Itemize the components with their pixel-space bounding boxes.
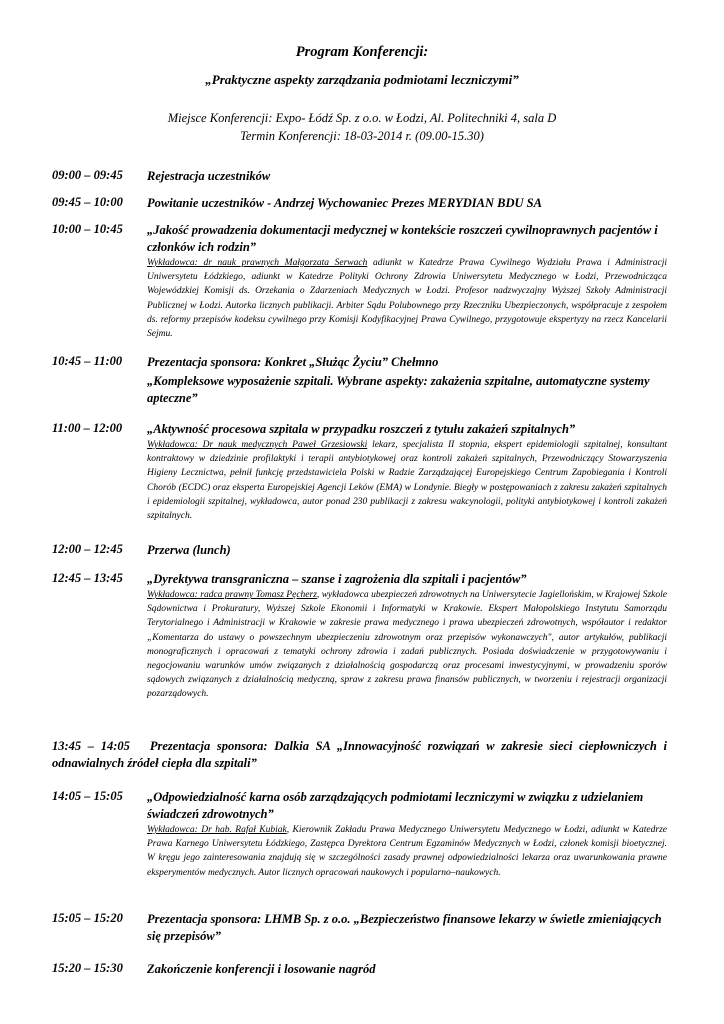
agenda-title: Prezentacja sponsora: Konkret „Służąc Życiu” Chełmno [147, 355, 439, 369]
agenda-title: „Jakość prowadzenia dokumentacji medycznej w kontekście roszczeń cywilnoprawnych pacjentów i członków ich rodzin” [147, 223, 658, 254]
agenda-title: Powitanie uczestników - Andrzej Wychowaniec Prezes MERYDIAN BDU SA [147, 196, 542, 210]
lecturer-description: lekarz, specjalista II stopnia, ekspert epidemiologii szpitalnej, konsultant kontraktowy w dziedzinie profilaktyki i terapii antybiotykowej oraz kontroli zakażeń szpitalnych, Przewodniczący Stowarzyszenia Higieny Lecznictwa, pełnił funkcję przedstawiciela Polski w Radzie Zarządzającej Europejskiego Centrum Zapobiegania i Kontroli Chorób (ECDC) oraz eksperta Europejskiej Agencji Leków (EMA) w Londynie. Biegły w postępowaniach z zakresu zakażeń szpitalnych i epidemiologii szpitalnej, wykładowca, autor ponad 230 publikacji z zakresu wakcynologii, polityki antybiotykowej i kontroli zakażeń szpitalnych. [147, 440, 668, 522]
agenda-title: Prezentacja sponsora: Dalkia SA „Innowacyjność rozwiązań w zakresie sieci ciepłowniczych i odnawialnych źródeł ciepła dla szpitali” [52, 739, 667, 770]
agenda-item [147, 961, 667, 978]
lecturer-bio [147, 438, 667, 523]
agenda-item [147, 168, 667, 185]
agenda-item [147, 571, 667, 702]
agenda-time: 13:45 – 14:05 [52, 739, 130, 753]
agenda-item [147, 911, 667, 945]
program-title: Program Konferencji: [295, 44, 429, 60]
agenda-title: „Odpowiedzialność karna osób zarządzających podmiotami leczniczymi w związku z udzielaniem świadczeń zdrowotnych” [147, 790, 644, 821]
lecturer-description: , wykładowca ubezpieczeń zdrowotnych na Uniwersytecie Jagiellońskim, w Krajowej Szkole Sądownictwa i Prokuratury, Wyższej Szkole Ekonomii i Informatyki w Krakowie. Ekspert Małopolskiego Instytutu Samorządu Terytorialnego i Administracji w Krakowie w zakresie prawa medycznego i prawa ubezpieczeń zdrowotnych, współautor i redaktor „Komentarza do ustawy o powszechnym ubezpieczeniu zdrowotnym oraz przepisów wykonawczych", autor artykułów, publikacji monograficznych i opracowań z tematyki ochrony zdrowia i zadań publicznych. Posiada doświadczenie w przygotowywaniu i negocjowaniu warunków umów związanych z działalnością gospodarczą oraz procesami inwestycyjnymi, w prowadzeniu sporów sądowych związanych z działalnością medyczną, spraw z zakresu prawa finansów publicznych, w tworzeniu i rejestracji organizacji pozarządowych. [147, 590, 667, 700]
agenda-title: „Dyrektywa transgraniczna – szanse i zagrożenia dla szpitali i pacjentów” [147, 572, 527, 586]
agenda-title: „Aktywność procesowa szpitala w przypadku roszczeń z tytułu zakażeń szpitalnych” [147, 422, 576, 436]
agenda-item [52, 738, 667, 772]
agenda-time: 12:45 – 13:45 [52, 571, 123, 585]
lecturer-name: Wykładowca: Dr nauk medycznych Paweł Grzesiowski [147, 440, 368, 450]
lecturer-name: Wykładowca: dr nauk prawnych Małgorzata Serwach [147, 258, 368, 268]
agenda-title: Rejestracja uczestników [147, 169, 271, 183]
lecturer-bio [147, 588, 667, 702]
agenda-time: 14:05 – 15:05 [52, 789, 123, 803]
lecturer-name: Wykładowca: radca prawny Tomasz Pęcherz [147, 590, 317, 600]
agenda-time: 11:00 – 12:00 [52, 421, 123, 435]
agenda-time: 09:45 – 10:00 [52, 195, 123, 209]
agenda-item [147, 222, 667, 341]
agenda-item [147, 789, 667, 880]
lecturer-description: adiunkt w Katedrze Prawa Cywilnego Wydziału Prawa i Administracji Uniwersytetu Łódzkiego, adiunkt w Katedrze Polityki Ochrony Zdrowia Uniwersytetu Medycznego w Łodzi, Przewodnicząca Wojewódzkiej Komisji ds. Orzekania o Zdarzeniach Medycznych w Łodzi. Profesor nadzwyczajny Wyższej Szkoły Administracji Publicznej w Łodzi. Autorka licznych publikacji. Arbiter Sądu Polubownego przy Rzeczniku Ubezpieczonych, współpracuje z zespołem ds. reformy przepisów kodeksu cywilnego przy Komisji Kodyfikacyjnej Prawa Cywilnego, przygotowuje ekspertyzy na rzecz Kancelarii Sejmu. [147, 258, 667, 340]
agenda-title: Prezentacja sponsora: LHMB Sp. z o.o. „Bezpieczeństwo finansowe lekarzy w świetle zmieniających się przepisów” [147, 912, 662, 943]
conference-subtitle: „Praktyczne aspekty zarządzania podmiotami leczniczymi” [205, 72, 519, 87]
conference-date: Termin Konferencji: 18-03-2014 r. (09.00-15.30) [240, 129, 484, 143]
agenda-time: 15:20 – 15:30 [52, 961, 123, 975]
agenda-item [147, 421, 667, 523]
agenda-time: 12:00 – 12:45 [52, 542, 123, 556]
lecturer-description: , Kierownik Zakładu Prawa Medycznego Uniwersytetu Medycznego w Łodzi, adiunkt w Katedrze Prawa Karnego Uniwersytetu Łódzkiego, Zastępca Dyrektora Centrum Egzaminów Medycznych w Łodzi, członek komisji bioetycznej. W kręgu jego zainteresowania znajdują się w szczególności zasady prawnej odpowiedzialności lekarza oraz uwarunkowania prawne eksperymentów medycznych. Autor licznych opracowań naukowych i popularno–naukowych. [147, 825, 667, 878]
agenda-item [147, 195, 667, 212]
agenda-time: 10:45 – 11:00 [52, 354, 123, 368]
agenda-title: Zakończenie konferencji i losowanie nagród [147, 962, 376, 976]
agenda-subtitle: „Kompleksowe wyposażenie szpitali. Wybrane aspekty: zakażenia szpitalne, automatyczne systemy apteczne” [147, 374, 650, 405]
lecturer-name: Wykładowca: Dr hab. Rafał Kubiak [147, 825, 287, 835]
lecturer-bio [147, 823, 667, 880]
agenda-item [147, 354, 667, 407]
agenda-time: 09:00 – 09:45 [52, 168, 123, 182]
agenda-time: 15:05 – 15:20 [52, 911, 123, 925]
agenda-item [147, 542, 667, 559]
lecturer-bio [147, 256, 667, 341]
agenda-time: 10:00 – 10:45 [52, 222, 123, 236]
conference-place: Miejsce Konferencji: Expo- Łódź Sp. z o.o. w Łodzi, Al. Politechniki 4, sala D [167, 111, 557, 125]
agenda-title: Przerwa (lunch) [147, 543, 231, 557]
